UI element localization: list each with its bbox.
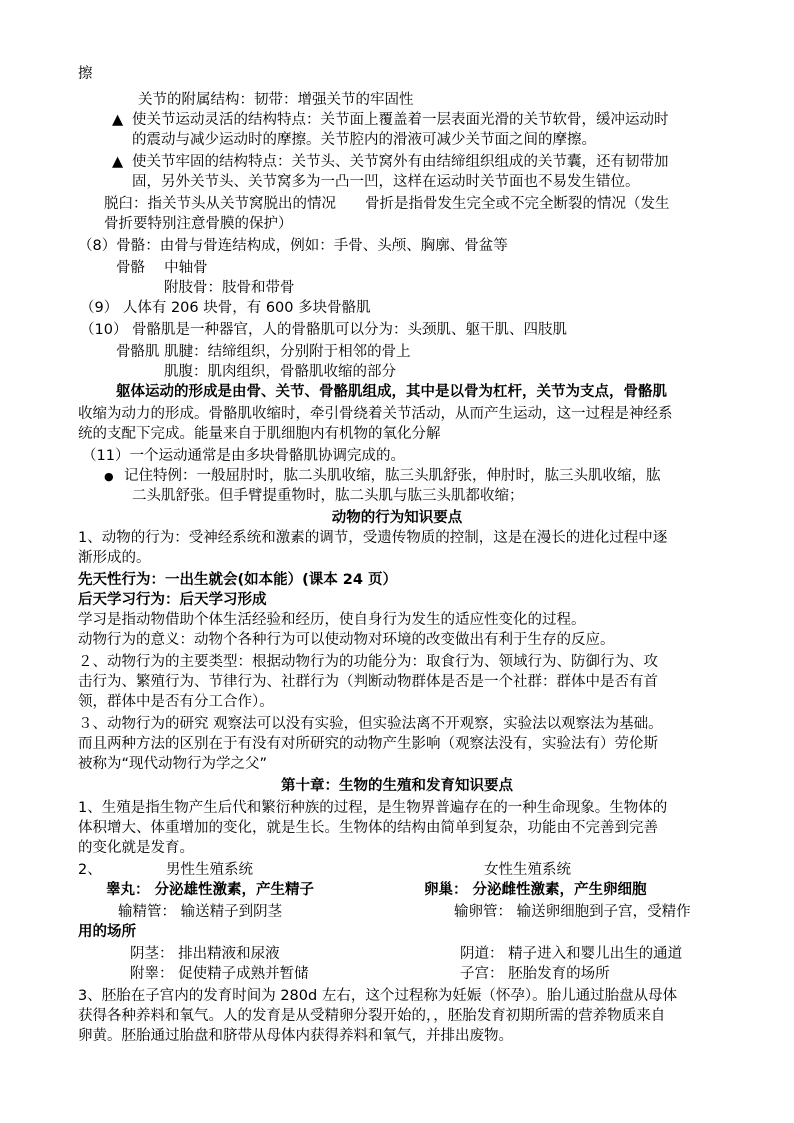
text-line: 卵巢： 分泌雌性激素，产生卵细胞 [424, 882, 647, 898]
text-line: 阴茎： 排出精液和尿液 [130, 946, 280, 962]
text-line: 子宫： 胚胎发育的场所 [460, 966, 610, 982]
text-line: ▲ 使关节牢固的结构特点：关节头、关节窝外有由结缔组织组成的关节囊，还有韧带加 [112, 154, 669, 170]
text-line: 二头肌舒张。但手臂提重物时，肱二头肌与肱三头肌都收缩； [132, 488, 524, 504]
text-line: ３、动物行为的研究 观察法可以没有实验，但实验法离不开观察，实验法以观察法为基础。 [78, 716, 663, 732]
text-line: 骨骼肌 肌腱：结缔组织，分别附于相邻的骨上 [116, 344, 411, 360]
text-line: 睾丸： 分泌雄性激素，产生精子 [106, 882, 315, 898]
text-line: 关节的附属结构：韧带：增强关节的牢固性 [138, 92, 414, 108]
chapter-title: 第十章：生物的生殖和发育知识要点 [281, 778, 513, 794]
text-line: 后天学习行为：后天学习形成 [78, 592, 267, 608]
text-line: 体积增大、体重增加的变化，就是生长。生物体的结构由简单到复杂，功能由不完善到完善 [78, 820, 658, 836]
text-line: （8）骨骼：由骨与骨连结构成，例如：手骨、头颅、胸廓、骨盆等 [78, 238, 508, 254]
text-line: 输精管： 输送精子到阴茎 [118, 904, 283, 920]
text-line: 获得各种养料和氧气。人的发育是从受精卵分裂开始的，，胚胎发育初期所需的营养物质来自 [78, 1008, 666, 1024]
text-line: 学习是指动物借助个体生活经验和经历，使自身行为发生的适应性变化的过程。 [78, 612, 586, 628]
text-line: 肌腹：肌肉组织，骨骼肌收缩的部分 [164, 364, 396, 380]
column-heading: 男性生殖系统 [166, 862, 253, 878]
text-line: 3、胚胎在子宫内的发育时间为 280d 左右，这个过程称为妊娠（怀孕）。胎儿通过胎盘从母体 [78, 988, 678, 1004]
text-line: 固，另外关节头、关节窝多为一凸一凹，这样在运动时关节面也不易发生错位。 [132, 174, 640, 190]
text-line: 骨折要特别注意骨膜的保护） [104, 216, 293, 232]
bullet-icon: ● [104, 470, 114, 483]
text-line: 附睾： 促使精子成熟并暂储 [130, 966, 309, 982]
section-title: 动物的行为知识要点 [331, 510, 463, 526]
text-line: 收缩为动力的形成。骨骼肌收缩时，牵引骨绕着关节活动，从而产生运动，这一过程是神经系 [78, 406, 673, 422]
text-line: 动物行为的意义：动物个各种行为可以使动物对环境的改变做出有利于生存的反应。 [78, 632, 615, 648]
text-line: 输卵管： 输送卵细胞到子宫，受精作 [454, 904, 691, 920]
triangle-icon: ▲ [112, 112, 124, 128]
text-line: 2、 [78, 862, 102, 878]
text-line: 被称为“现代动物行为学之父” [78, 756, 268, 772]
text-line: 领，群体中是否有分工合作）。 [78, 694, 274, 710]
text-line: 统的支配下完成。能量来自于肌细胞内有机物的氧化分解 [78, 426, 441, 442]
text-line: 的变化就是发育。 [78, 840, 194, 856]
text-line: 骨骼 中轴骨 [116, 260, 208, 276]
text-line: 脱臼：指关节头从关节窝脱出的情况 骨折是指骨发生完全或不完全断裂的情况（发生 [104, 196, 670, 212]
text-line: 击行为、繁殖行为、节律行为、社群行为（判断动物群体是否是一个社群：群体中是否有首 [78, 674, 658, 690]
column-heading: 女性生殖系统 [484, 862, 571, 878]
text-line: ● 记住特例：一般屈肘时，肱二头肌收缩，肱三头肌舒张，伸肘时，肱三头肌收缩，肱 [104, 466, 661, 487]
triangle-icon: ▲ [112, 154, 124, 170]
text-line: （11）一个运动通常是由多块骨骼肌协调完成的。 [82, 448, 405, 464]
text-line: （10） 骨骼肌是一种器官，人的骨骼肌可以分为：头颈肌、躯干肌、四肢肌 [80, 322, 568, 338]
text-line: 擦 [78, 66, 93, 82]
text-line: 而且两种方法的区别在于有没有对所研究的动物产生影响（观察法没有，实验法有）劳伦斯 [78, 736, 658, 752]
text-line: 渐形成的。 [78, 550, 151, 566]
text-line: 用的场所 [78, 924, 136, 940]
text-line: （9） 人体有 206 块骨，有 600 多块骨骼肌 [80, 300, 371, 316]
text-line: 躯体运动的形成是由骨、关节、骨骼肌组成，其中是以骨为杠杆，关节为支点，骨骼肌 [116, 384, 667, 400]
text-line: ▲ 使关节运动灵活的结构特点：关节面上覆盖着一层表面光滑的关节软骨，缓冲运动时 [112, 112, 669, 128]
text-line: 卵黄。胚胎通过胎盘和脐带从母体内获得养料和氧气，并排出废物。 [78, 1028, 513, 1044]
text-line: ２、动物行为的主要类型：根据动物行为的功能分为：取食行为、领域行为、防御行为、攻 [78, 654, 658, 670]
text-line: 1、动物的行为：受神经系统和激素的调节，受遗传物质的控制，这是在漫长的进化过程中逐 [78, 530, 668, 546]
text-line: 阴道： 精子进入和婴儿出生的通道 [460, 946, 683, 962]
text-line: 先天性行为：一出生就会(如本能）(课本 24 页） [78, 572, 398, 588]
text-line: 附肢骨：肢骨和带骨 [164, 280, 295, 296]
text-line: 的震动与减少运动时的摩擦。关节腔内的滑液可减少关节面之间的摩擦。 [132, 132, 596, 148]
text-line: 1、生殖是指生物产生后代和繁衍种族的过程，是生物界普遍存在的一种生命现象。生物体的 [78, 800, 668, 816]
